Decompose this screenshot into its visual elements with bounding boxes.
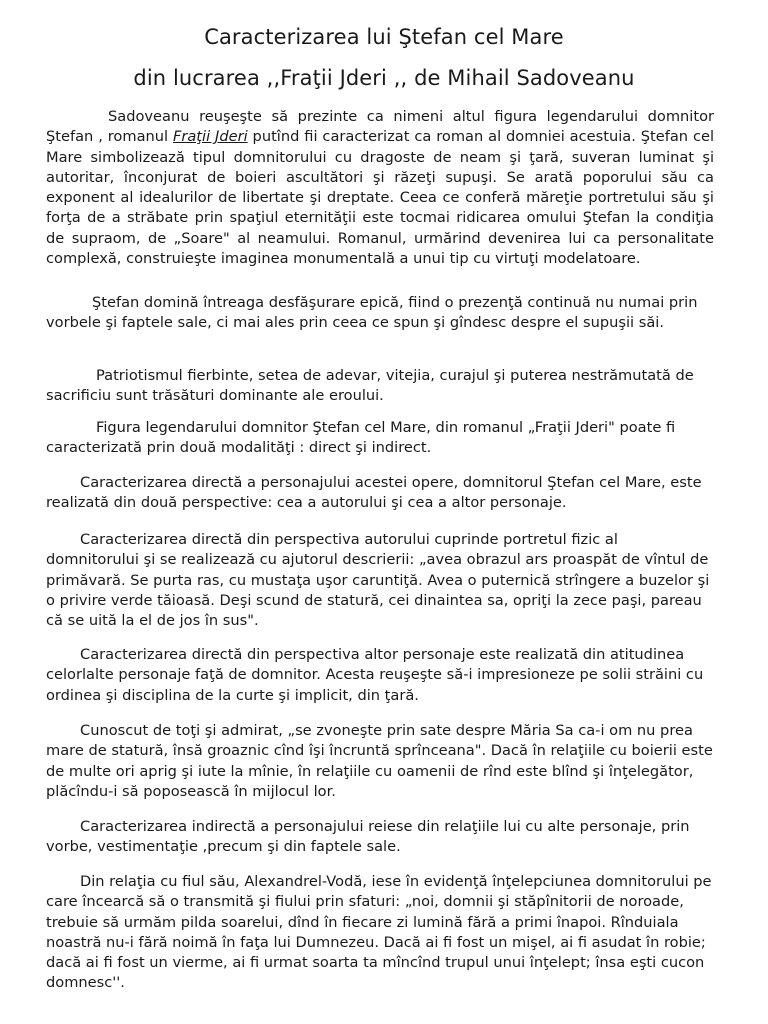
- paragraph-6: Caracterizarea directă din perspectiva autorului cuprinde portretul fizic al domnitorului şi se realizează cu ajutorul descrierii: „avea obrazul ars proaspăt de vîntul de primăvară. Se purta ras, cu mustaţa uşor caruntiţă. Avea o puternică strîngere a buzelor şi o privire verde tăioasă. Deşi scund de statură, cei dinaintea sa, opriţi la zece paşi, pareau că se uită la el de jos în sus".: [46, 531, 710, 630]
- paragraph-3: Patriotismul fierbinte, setea de adevar, vitejia, curajul şi puterea nestrămutată de sacrificiu sunt trăsături dominante ale eroului.: [46, 367, 694, 405]
- paragraph-9: Caracterizarea indirectă a personajului reiese din relaţiile lui cu alte personaje, prin vorbe, vestimentaţie ,precum şi din faptele sale.: [46, 818, 690, 856]
- paragraph-1: [46, 107, 714, 269]
- paragraph-2: Ştefan domină întreaga desfăşurare epică, fiind o prezenţă continuă nu numai prin vorbele şi faptele sale, ci mai ales prin ceea ce spun şi gîndesc despre el supuşii săi.: [46, 294, 698, 332]
- paragraph-7: Caracterizarea directă din perspectiva altor personaje este realizată din atitudinea celorlalte personaje faţă de domnitor. Acesta reuşeşte să-i impresioneze pe solii străini cu ordinea şi disciplina de la curte şi implicit, din ţară.: [46, 646, 704, 704]
- paragraph-4: Figura legendarului domnitor Ştefan cel Mare, din romanul „Fraţii Jderi" poate fi caracterizată prin două modalităţi : direct şi indirect.: [46, 419, 676, 457]
- work-title: Fraţii Jderi: [172, 128, 248, 146]
- paragraph-1-lead: Sadoveanu reuşeşte să prezinte ca nimeni altul figura legendarului domnitor Ştefan , romanul: [46, 108, 714, 146]
- paragraph-8: Cunoscut de toţi şi admirat, „se zvoneşte prin sate despre Măria Sa ca-i om nu prea mare de statură, însă groaznic cînd îşi încruntă sprînceana". Dacă în relaţiile cu boierii este de multe ori aprig şi iute la mînie, în relaţiile cu oamenii de rînd este blînd şi înţelegător, plăcîndu-i să poposească în mijlocul lor.: [46, 722, 713, 800]
- title-line-1: Caracterizarea lui Ştefan cel Mare: [204, 25, 564, 49]
- title-line-2: din lucrarea ,,Fraţii Jderi ,, de Mihail Sadoveanu: [133, 66, 635, 90]
- paragraph-1-tail: putînd fii caracterizat ca roman al domniei acestuia. Ştefan cel Mare simbolizează tipul domnitorului cu dragoste de neam şi ţară, suveran luminat şi autoritar, înconjurat de boieri ascultători şi răzeţi supuşi. Se arată poporului său ca exponent al idealurilor de libertate şi dreptate. Ceea ce conferă măreţie portretului său şi forţa de a străbate prin spaţiul eternităţii este tocmai ridicarea omului Ştefan la condiţia de supraom, de „Soare" al neamului. Romanul, urmărind devenirea lui ca personalitate complexă, construieşte imaginea monumentală a unui tip cu virtuţi modelatoare.: [46, 128, 714, 268]
- paragraph-5: Caracterizarea directă a personajului acestei opere, domnitorul Ştefan cel Mare, este realizată din două perspective: cea a autorului şi cea a altor personaje.: [46, 474, 702, 512]
- paragraph-10: Din relaţia cu fiul său, Alexandrel-Vodă, iese în evidenţă înţelepciunea domnitorului pe care încearcă să o transmită şi fiului prin sfaturi: „noi, domnii şi stăpînitorii de noroade, trebuie să urmăm pilda soarelui, dînd în fiecare zi lumină fără a primi înapoi. Rînduiala noastră nu-i fără noimă în faţa lui Dumnezeu. Dacă ai fi fost un mişel, ai fi asudat în robie; dacă ai fi fost un vierme, ai fi urmat soarta ta mîncînd trupul unui înţelept; însa eşti cucon domnesc''.: [46, 873, 712, 992]
